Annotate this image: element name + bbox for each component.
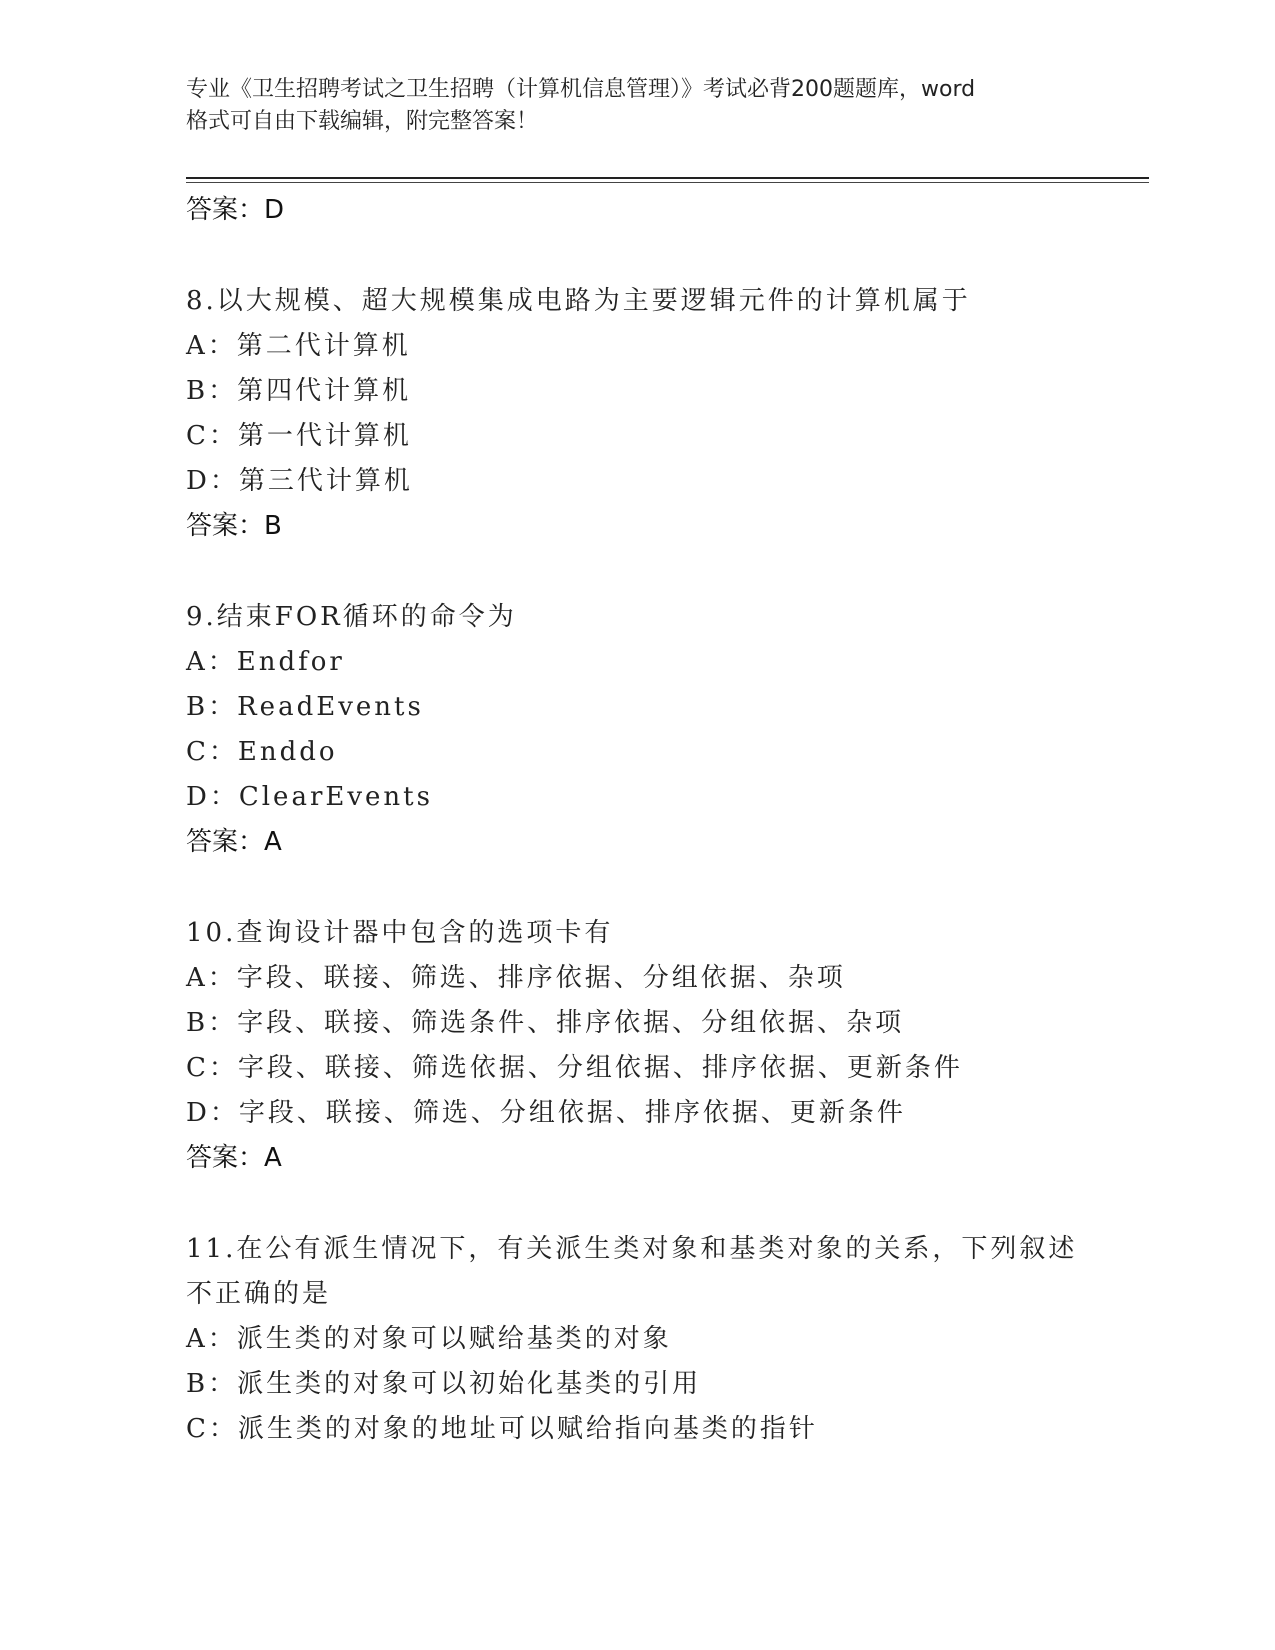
question-item bbox=[186, 279, 1106, 549]
spacer bbox=[186, 233, 1106, 279]
question-stem: 8.以大规模、超大规模集成电路为主要逻辑元件的计算机属于 bbox=[186, 286, 971, 316]
option-c: C：Enddo bbox=[186, 737, 338, 767]
answer-line: 答案：B bbox=[186, 511, 282, 541]
option-d: D：ClearEvents bbox=[186, 782, 433, 812]
option-a: A：派生类的对象可以赋给基类的对象 bbox=[186, 1324, 672, 1354]
question-stem: 9.结束FOR循环的命令为 bbox=[186, 602, 517, 632]
question-item bbox=[186, 911, 1106, 1181]
question-stem-line-1: 11.在公有派生情况下，有关派生类对象和基类对象的关系，下列叙述 bbox=[186, 1234, 1078, 1264]
header-divider-thick bbox=[186, 177, 1149, 179]
option-b: B：ReadEvents bbox=[186, 692, 424, 722]
answer-line: 答案：A bbox=[186, 1143, 282, 1173]
question-stem-line-2: 不正确的是 bbox=[186, 1279, 332, 1309]
option-a: A：Endfor bbox=[186, 647, 345, 677]
option-b: B：第四代计算机 bbox=[186, 376, 412, 406]
option-a: A：字段、联接、筛选、排序依据、分组依据、杂项 bbox=[186, 963, 846, 993]
option-a: A：第二代计算机 bbox=[186, 331, 411, 361]
question-stem: 10.查询设计器中包含的选项卡有 bbox=[186, 918, 614, 948]
question-item bbox=[186, 1227, 1106, 1452]
spacer bbox=[186, 1181, 1106, 1227]
spacer bbox=[186, 865, 1106, 911]
header-line-1: 专业《卫生招聘考试之卫生招聘（计算机信息管理）》考试必背200题题库，word bbox=[186, 77, 976, 102]
spacer bbox=[186, 549, 1106, 595]
option-c: C：字段、联接、筛选依据、分组依据、排序依据、更新条件 bbox=[186, 1053, 963, 1083]
question-item bbox=[186, 595, 1106, 865]
header-divider-thin bbox=[186, 182, 1149, 183]
header-line-2: 格式可自由下载编辑，附完整答案！ bbox=[186, 109, 539, 134]
answer-line: 答案：D bbox=[186, 195, 285, 225]
question-list bbox=[186, 188, 1106, 1452]
option-d: D：字段、联接、筛选、分组依据、排序依据、更新条件 bbox=[186, 1098, 906, 1128]
option-b: B：派生类的对象可以初始化基类的引用 bbox=[186, 1369, 702, 1399]
document-header bbox=[186, 74, 1086, 138]
option-c: C：第一代计算机 bbox=[186, 421, 412, 451]
answer-line: 答案：A bbox=[186, 827, 282, 857]
option-c: C：派生类的对象的地址可以赋给指向基类的指针 bbox=[186, 1414, 818, 1444]
option-d: D：第三代计算机 bbox=[186, 466, 413, 496]
option-b: B：字段、联接、筛选条件、排序依据、分组依据、杂项 bbox=[186, 1008, 905, 1038]
